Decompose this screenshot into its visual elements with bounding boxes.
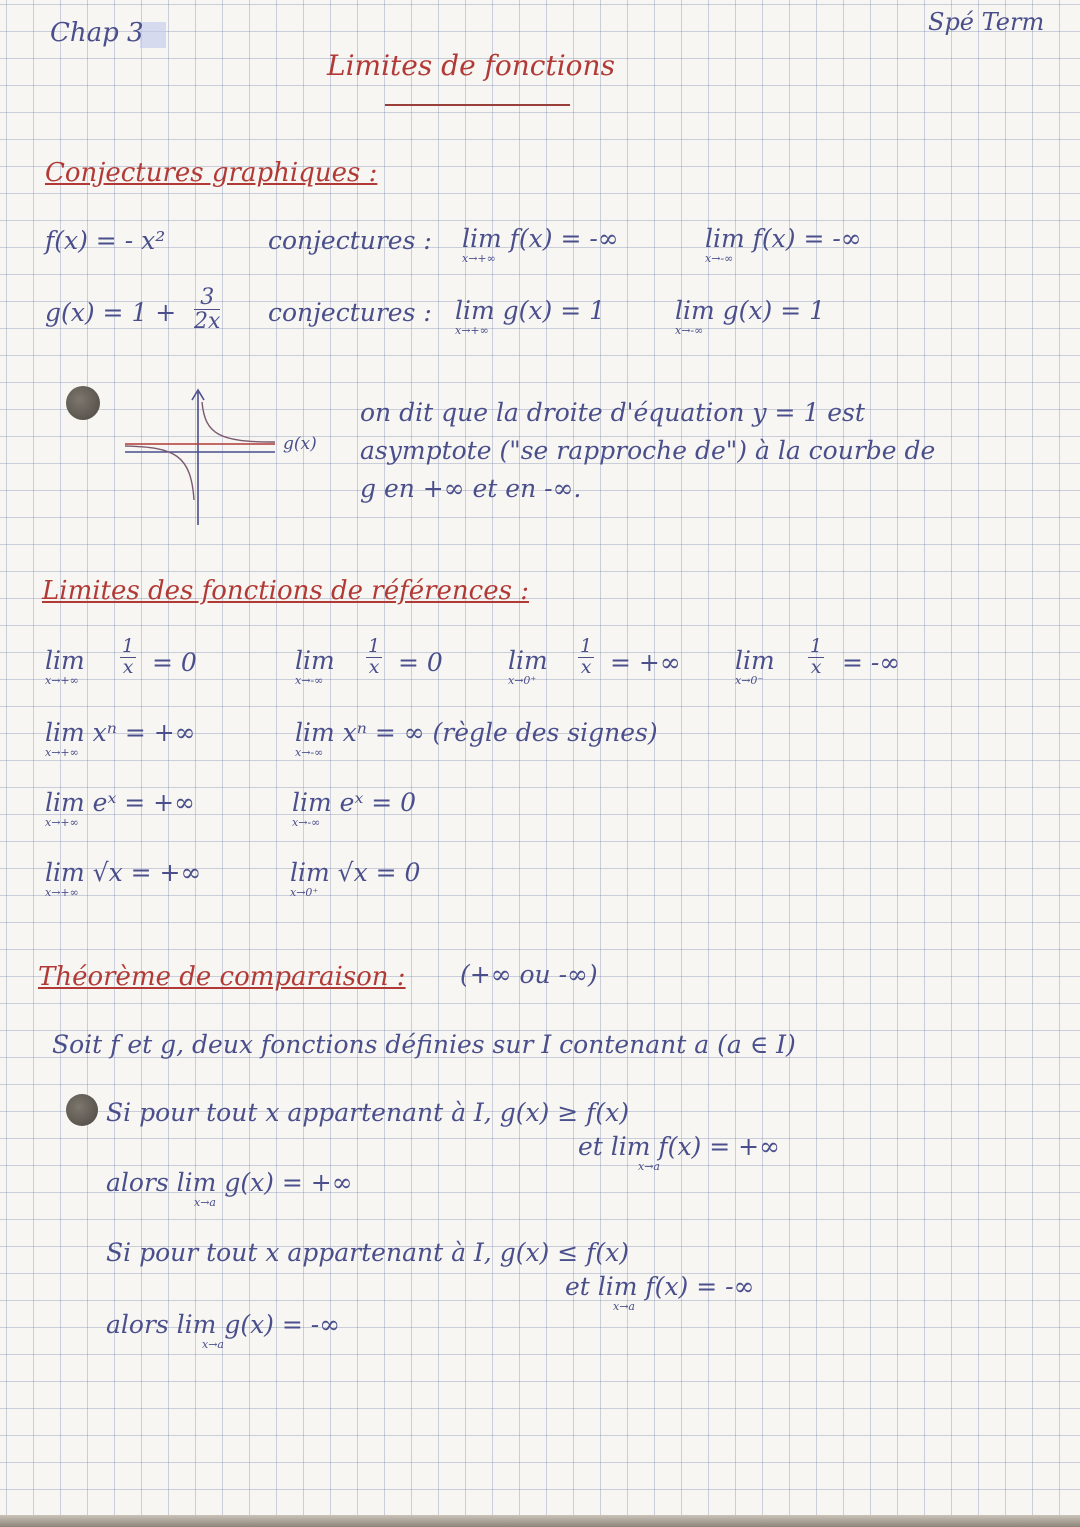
ref-lim-inv-plus-inf-post: = 0 [152,648,197,677]
g-conjectures-label: conjectures : [268,298,432,327]
case1-then [106,1170,353,1208]
ref-lim-power-minus-inf [295,720,658,758]
f-conjectures-label: conjectures : [268,226,432,255]
ref-frac-2-num: 1 [368,635,381,657]
f-limit-minus-inf-expr: lim f(x) = -∞ [705,224,862,253]
asymptote-line-3: g en +∞ et en -∞. [360,474,582,503]
ref-lim-sqrt-plus-inf [45,860,201,898]
ref-frac-3 [578,637,594,678]
ref-lim-exp-plus-inf [45,790,195,828]
ref-lim-power-plus-inf [45,720,196,758]
f-limit-plus-inf-sub: x→+∞ [462,252,496,265]
punch-hole-bottom [66,1094,98,1126]
f-limit-plus-inf [462,226,619,264]
g-fraction-den: 2x [194,309,221,335]
references-heading: Limites des fonctions de références : [42,576,529,606]
g-limit-plus-inf [455,298,605,336]
case1-then-sub: x→a [194,1196,216,1209]
ref-lim-power-plus-inf-sub: x→+∞ [45,746,79,759]
f-limit-minus-inf-sub: x→-∞ [705,252,734,265]
ref-frac-3-den: x [580,655,592,678]
title-underline [385,104,570,106]
page-title: Limites de fonctions [327,49,615,82]
chapter-label: Chap 3 [50,18,144,48]
ref-lim-exp-plus-inf-sub: x→+∞ [45,816,79,829]
g-definition-prefix: g(x) = 1 + [45,298,177,327]
ref-lim-sqrt-zero-plus-expr: lim √x = 0 [290,858,421,887]
case2-then [106,1312,340,1350]
theorem-intro: Soit f et g, deux fonctions définies sur I contenant a (a ∈ I) [52,1030,796,1059]
asymptote-graph [110,380,290,530]
ref-lim-inv-plus-inf [45,648,85,686]
ref-lim-exp-minus-inf [292,790,416,828]
ref-lim-power-plus-inf-expr: lim xⁿ = +∞ [45,718,196,747]
page-bottom-edge [0,1515,1080,1527]
ref-frac-4-den: x [810,655,822,678]
g-fraction-num: 3 [194,286,220,310]
ref-lim-inv-zero-minus-sub: x→0⁻ [735,674,764,687]
ref-frac-1 [120,637,136,678]
ref-lim-inv-zero-minus-pre: lim [735,646,775,675]
f-definition: f(x) = - x² [45,226,166,255]
graph-curve-right [202,402,275,442]
ref-lim-inv-zero-plus [508,648,548,686]
ref-lim-inv-zero-plus-sub: x→0⁺ [508,674,537,687]
case2-and-expr: et lim f(x) = -∞ [565,1272,755,1301]
punch-hole-top [66,386,100,420]
case1-and [578,1134,780,1172]
f-limit-plus-inf-expr: lim f(x) = -∞ [462,224,619,253]
ref-frac-4 [808,637,824,678]
chapter-highlight [140,22,166,48]
g-limit-minus-inf [675,298,825,336]
graph-curve-left [125,446,194,500]
case1-and-expr: et lim f(x) = +∞ [578,1132,780,1161]
g-limit-minus-inf-sub: x→-∞ [675,324,704,337]
ref-lim-inv-minus-inf [295,648,335,686]
ref-lim-sqrt-zero-plus [290,860,420,898]
case1-then-expr: alors lim g(x) = +∞ [106,1168,353,1197]
ref-frac-2 [366,637,382,678]
ref-frac-2-den: x [368,655,380,678]
ref-lim-exp-minus-inf-sub: x→-∞ [292,816,321,829]
ref-lim-inv-minus-inf-post: = 0 [398,648,443,677]
ref-lim-exp-minus-inf-expr: lim eˣ = 0 [292,788,417,817]
level-label: Spé Term [928,8,1045,36]
ref-lim-inv-zero-minus-post: = -∞ [842,648,901,677]
ref-lim-exp-plus-inf-expr: lim eˣ = +∞ [45,788,195,817]
ref-lim-power-minus-inf-expr: lim xⁿ = ∞ (règle des signes) [295,718,658,747]
ref-lim-inv-plus-inf-pre: lim [45,646,85,675]
case2-and [565,1274,754,1312]
case2-and-sub: x→a [613,1300,635,1313]
case2-then-sub: x→a [202,1338,224,1351]
ref-frac-1-den: x [122,655,134,678]
ref-frac-3-num: 1 [580,635,593,657]
case1-and-sub: x→a [638,1160,660,1173]
case2-condition: Si pour tout x appartenant à I, g(x) ≤ f(x) [106,1238,629,1267]
theorem-heading-note: (+∞ ou -∞) [460,960,598,989]
ref-lim-power-minus-inf-sub: x→-∞ [295,746,324,759]
asymptote-line-1: on dit que la droite d'équation y = 1 est [360,398,865,427]
ref-lim-inv-zero-plus-pre: lim [508,646,548,675]
g-limit-minus-inf-expr: lim g(x) = 1 [675,296,825,325]
ref-lim-inv-plus-inf-sub: x→+∞ [45,674,79,687]
theorem-heading: Théorème de comparaison : [38,962,406,992]
ref-lim-inv-zero-plus-post: = +∞ [610,648,681,677]
ref-lim-inv-zero-minus [735,648,775,686]
ref-lim-inv-minus-inf-pre: lim [295,646,335,675]
ref-frac-1-num: 1 [122,635,135,657]
ref-lim-sqrt-plus-inf-sub: x→+∞ [45,886,79,899]
f-limit-minus-inf [705,226,862,264]
ref-frac-4-num: 1 [810,635,823,657]
ref-lim-inv-minus-inf-sub: x→-∞ [295,674,324,687]
g-limit-plus-inf-sub: x→+∞ [455,324,489,337]
graph-label: g(x) [283,434,317,454]
case2-then-expr: alors lim g(x) = -∞ [106,1310,341,1339]
conjectures-heading: Conjectures graphiques : [45,158,378,188]
g-limit-plus-inf-expr: lim g(x) = 1 [455,296,605,325]
g-fraction [194,286,220,333]
asymptote-line-2: asymptote ("se rapproche de") à la courbe de [360,436,936,465]
ref-lim-sqrt-zero-plus-sub: x→0⁺ [290,886,319,899]
case1-condition: Si pour tout x appartenant à I, g(x) ≥ f(x) [106,1098,629,1127]
ref-lim-sqrt-plus-inf-expr: lim √x = +∞ [45,858,202,887]
